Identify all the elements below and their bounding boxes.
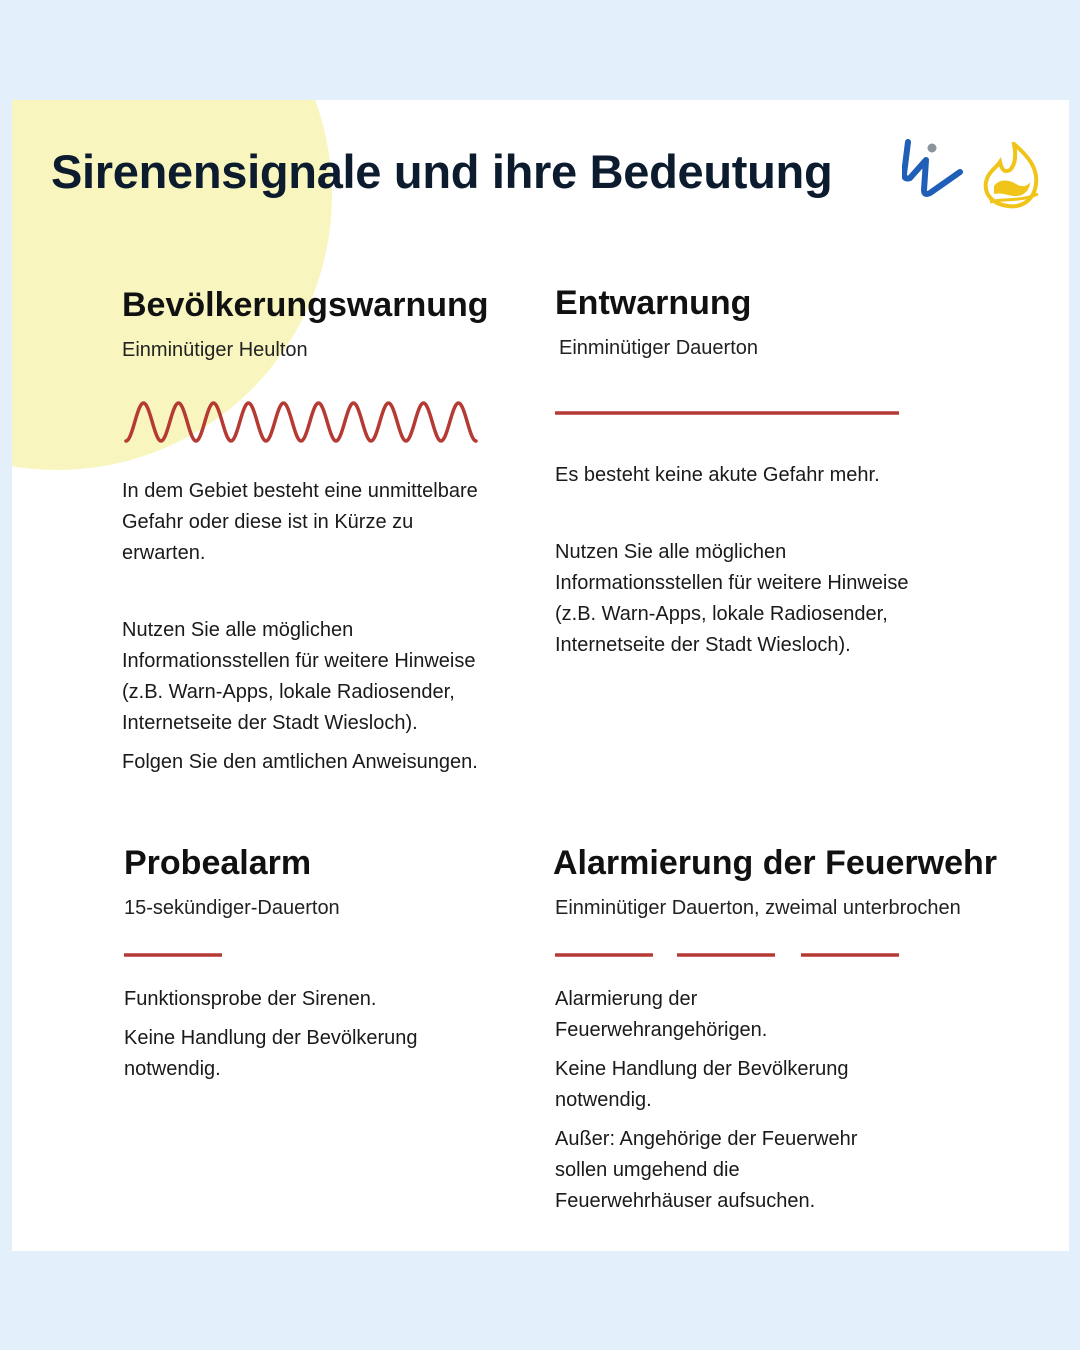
section-paragraph: Es besteht keine akute Gefahr mehr.	[555, 464, 880, 486]
continuous-signal-icon	[555, 408, 901, 418]
section-paragraph: Funktionsprobe der Sirenen.	[124, 988, 377, 1010]
short-signal-icon	[124, 950, 224, 960]
section-paragraph: Keine Handlung der Bevölkerung notwendig.	[124, 1027, 418, 1080]
section-paragraph: Alarmierung der Feuerwehrangehörigen.	[555, 988, 768, 1041]
section-population-warning	[122, 286, 502, 778]
section-fire-brigade-alert	[553, 844, 998, 1217]
section-heading: Probealarm	[124, 844, 312, 882]
info-card	[12, 100, 1069, 1251]
lion-flame-logo-icon	[980, 142, 1042, 212]
wave-signal-icon	[122, 396, 482, 448]
section-subtitle: Einminütiger Heulton	[122, 339, 308, 361]
wiesloch-logo-icon	[902, 138, 966, 202]
section-paragraph: Außer: Angehörige der Feuerwehr sollen umgehend die Feuerwehrhäuser aufsuchen.	[555, 1128, 858, 1212]
section-paragraph: Nutzen Sie alle möglichen Informationsstellen für weitere Hinweise (z.B. Warn-Apps, lokale Radiosender, Internetseite der Stadt Wiesloch).	[555, 541, 909, 656]
section-paragraph: Folgen Sie den amtlichen Anweisungen.	[122, 751, 478, 773]
page-title: Sirenensignale und ihre Bedeutung	[51, 145, 833, 198]
section-paragraph: Nutzen Sie alle möglichen Informationsstellen für weitere Hinweise (z.B. Warn-Apps, lokale Radiosender, Internetseite der Stadt Wiesloch).	[122, 619, 476, 734]
section-all-clear	[555, 284, 915, 661]
section-paragraph: Keine Handlung der Bevölkerung notwendig.	[555, 1058, 849, 1111]
section-heading: Entwarnung	[555, 284, 752, 322]
section-paragraph: In dem Gebiet besteht eine unmittelbare Gefahr oder diese ist in Kürze zu erwarten.	[122, 480, 478, 564]
section-subtitle: Einminütiger Dauerton, zweimal unterbrochen	[555, 897, 961, 919]
section-subtitle: Einminütiger Dauerton	[559, 337, 758, 359]
section-heading: Alarmierung der Feuerwehr	[553, 844, 998, 882]
interrupted-signal-icon	[555, 950, 901, 960]
section-heading: Bevölkerungswarnung	[122, 286, 489, 324]
section-subtitle: 15-sekündiger-Dauerton	[124, 897, 340, 919]
section-test-alarm	[124, 844, 454, 1085]
